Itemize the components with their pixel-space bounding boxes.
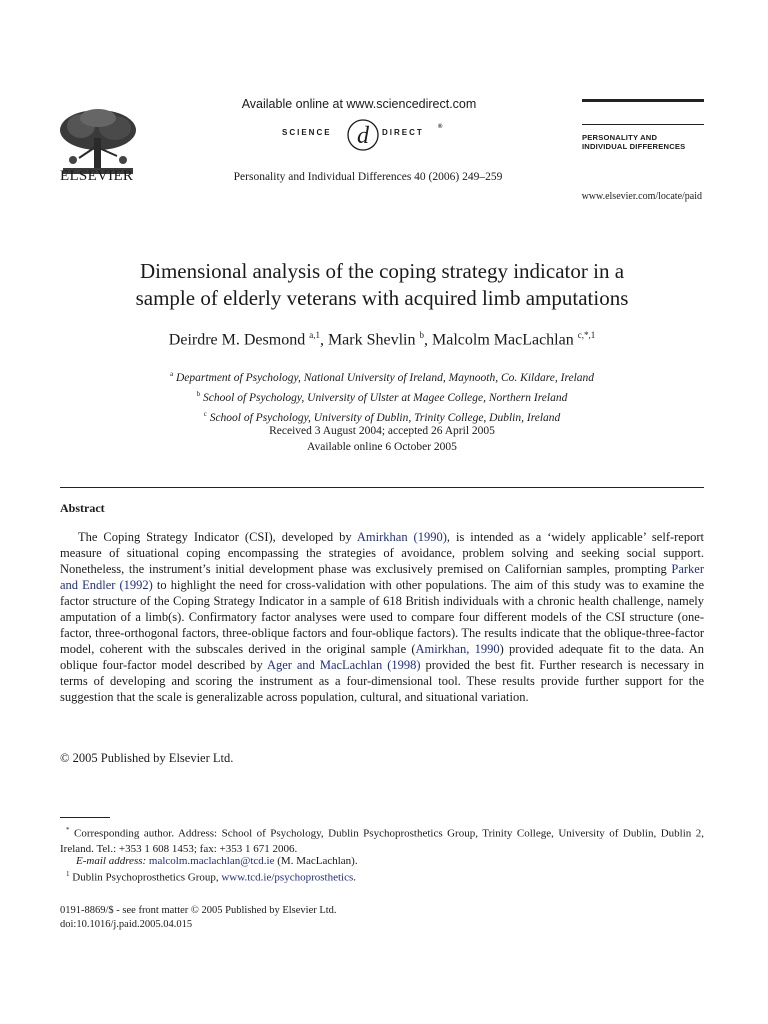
journal-name-line1: PERSONALITY AND	[582, 133, 658, 142]
affiliation-item: $^b$ School of Psychology, University of Ulster at Magee College, Northern Ireland	[196, 389, 568, 404]
available-date: Available online 6 October 2005	[307, 441, 457, 453]
affiliation-item: $^c$ School of Psychology, University of Dublin, Trinity College, Dublin, Ireland	[203, 409, 561, 424]
author-affil-mark[interactable]: a,1	[309, 330, 320, 340]
email-link[interactable]: malcolm.maclachlan@tcd.ie	[148, 855, 275, 867]
abstract-copyright: © 2005 Published by Elsevier Ltd.	[60, 751, 234, 765]
abstract-heading: Abstract	[60, 501, 105, 515]
journal-rule-thin	[582, 124, 704, 125]
footnote-1: $^1$ Dublin Psychoprosthetics Group, www.tcd.ie/psychoprosthetics.	[66, 870, 356, 884]
sd-direct-text: DIRECT	[382, 128, 424, 137]
journal-rule-thick	[582, 99, 704, 102]
website-link[interactable]: www.tcd.ie/psychoprosthetics	[221, 871, 354, 884]
journal-name-line2: INDIVIDUAL DIFFERENCES	[582, 142, 686, 151]
doi-link[interactable]: doi:10.1016/j.paid.2005.04.015	[60, 919, 193, 930]
article-title	[60, 258, 704, 312]
journal-url-link[interactable]: www.elsevier.com/locate/paid	[581, 191, 702, 202]
author-name: Mark Shevlin	[327, 331, 416, 349]
sciencedirect-logo[interactable]	[282, 118, 452, 152]
author-affil-mark[interactable]: c,*,1	[577, 330, 596, 340]
author-list	[60, 330, 704, 349]
received-date: Received 3 August 2004; accepted 26 April 2005	[269, 425, 495, 437]
corresponding-author-note: * Corresponding author. Address: School of Psychology, Dublin Psychoprosthetics Group, Trinity College, University of Dublin, Dublin 2, Ireland. Tel.: +353 1 608 1453; fax: +353 1 671 2006.	[60, 826, 705, 855]
author-name: Malcolm MacLachlan	[432, 331, 574, 349]
journal-citation: Personality and Individual Differences 40 (2006) 249–259	[233, 171, 503, 183]
issn-line: 0191-8869/$ - see front matter © 2005 Published by Elsevier Ltd.	[60, 905, 337, 916]
reference-link[interactable]: Ager and MacLachlan (1998)	[266, 658, 421, 672]
svg-text:d: d	[357, 123, 369, 149]
footnote-mark: 1	[66, 870, 70, 878]
reference-link[interactable]: Amirkhan, 1990	[415, 642, 500, 656]
affiliations	[60, 366, 704, 425]
email-label: E-mail address:	[76, 855, 147, 867]
article-dates	[60, 423, 704, 455]
title-line1: Dimensional analysis of the coping strategy indicator in a	[139, 259, 625, 283]
author-separator: ,	[319, 331, 328, 349]
abstract-rule	[60, 487, 704, 488]
footnote-mark: *	[66, 826, 70, 834]
email-line: E-mail address: malcolm.maclachlan@tcd.ie (M. MacLachlan).	[76, 855, 358, 867]
footnote-rule	[60, 817, 110, 818]
abstract-text: The Coping Strategy Indicator (CSI), developed by Amirkhan (1990), is intended as a ‘widely applicable’ self-report measure of situational coping encompassing the strategies of avoidance, problem solving and seeking social support. Nonetheless, the instrument’s initial development phase was exclusively premised on Californian samples, prompting Parker and Endler (1992) to highlight the need for cross-validation with other populations. The aim of this study was to examine the factor structure of the Coping Strategy Indicator in a sample of 618 British individuals with a chronic health challenge, namely amputation of a limb(s). Confirmatory factor analyses were used to compare four different models of the CSI structure (one-factor, three-orthogonal factors, three-oblique factors and four-oblique factors). The results indicate that the oblique-three-factor model, coherent with the subscales derived in the original sample (Amirkhan, 1990) provided adequate fit to the data. An oblique four-factor model described by Ager and MacLachlan (1998) provided the best fit. Further research is necessary in terms of developing and scoring the instrument as a four-dimensional tool. These results provide further support for the suggestion that the scale is generalizable across population, cultural, and situational variation.	[60, 530, 704, 704]
available-online-text[interactable]: Available online at www.sciencedirect.com	[241, 97, 477, 111]
author-affil-mark[interactable]: b	[419, 330, 424, 340]
title-line2: sample of elderly veterans with acquired limb amputations	[135, 286, 629, 310]
journal-name	[582, 133, 712, 151]
sd-science-text: SCIENCE	[282, 128, 332, 137]
sciencedirect-d-icon	[346, 118, 380, 152]
reference-link[interactable]: Parker and Endler (1992)	[60, 562, 704, 592]
author-name: Deirdre M. Desmond	[168, 331, 306, 349]
registered-mark: ®	[438, 124, 445, 130]
author-separator: ,	[424, 331, 432, 349]
affiliation-item: $^a$ Department of Psychology, National University of Ireland, Maynooth, Co. Kildare, Ireland	[169, 370, 595, 384]
reference-link[interactable]: Amirkhan (1990)	[356, 530, 447, 544]
publisher-name: ELSEVIER	[60, 168, 134, 184]
